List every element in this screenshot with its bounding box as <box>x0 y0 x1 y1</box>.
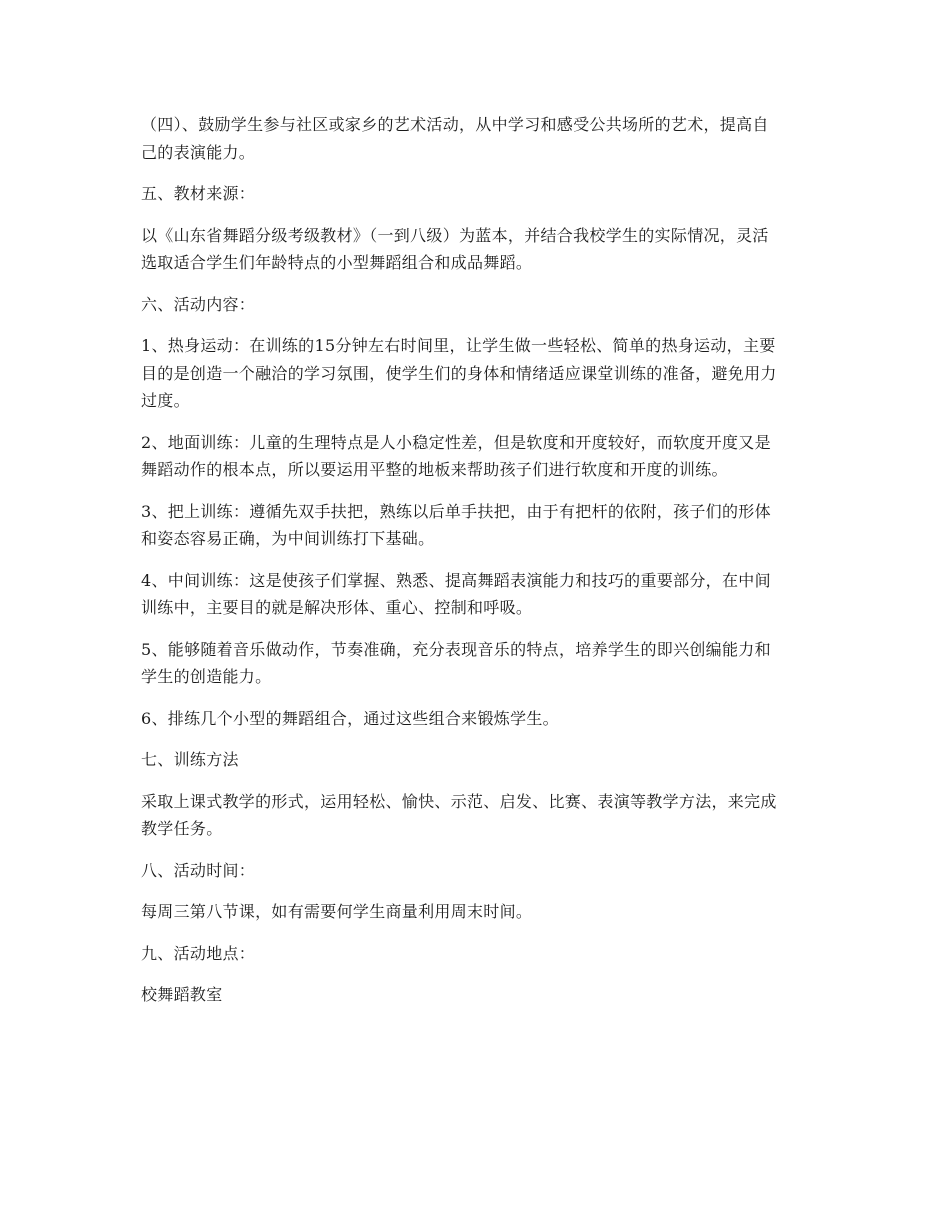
paragraph-music-movement <box>141 636 809 691</box>
text-line: 6、排练几个小型的舞蹈组合，通过这些组合来锻炼学生。 <box>141 708 559 728</box>
text-line: 六、活动内容： <box>141 294 256 314</box>
text-line: 教学任务。 <box>141 819 223 838</box>
text-line: 舞蹈动作的根本点，所以要运用平整的地板来帮助孩子们进行软度和开度的训练。 <box>141 460 728 479</box>
text-line: 3、把上训练：遵循先双手扶把，熟练以后单手扶把，由于有把杆的依附，孩子们的形体 <box>141 501 771 521</box>
text-line: 五、教材来源： <box>141 184 256 203</box>
text-line: 过度。 <box>141 391 190 410</box>
section-heading-activity-content <box>141 291 809 319</box>
text-line: 以《山东省舞蹈分级考级教材》（一到八级）为蓝本，并结合我校学生的实际情况，灵活 <box>141 225 769 245</box>
section-heading-activity-time <box>141 857 809 885</box>
paragraph-activity-location <box>141 981 809 1009</box>
text-line: 每周三第八节课，如有需要何学生商量利用周末时间。 <box>141 902 533 921</box>
paragraph-floor-training <box>141 429 809 484</box>
text-line: 七、训练方法 <box>141 750 239 769</box>
text-line: 采取上课式教学的形式，运用轻松、愉快、示范、启发、比赛、表演等教学方法，来完成 <box>141 791 777 811</box>
document-body <box>141 111 809 1023</box>
text-line: 和姿态容易正确，为中间训练打下基础。 <box>141 529 435 548</box>
paragraph-center-training <box>141 567 809 622</box>
paragraph-rehearsal <box>141 705 809 733</box>
paragraph-barre-training <box>141 498 809 553</box>
section-heading-activity-location <box>141 940 809 968</box>
text-line: 2、地面训练：儿童的生理特点是人小稳定性差，但是软度和开度较好，而软度开度又是 <box>141 432 771 452</box>
text-line: 1、热身运动：在训练的15分钟左右时间里，让学生做一些轻松、简单的热身运动，主要 <box>141 336 776 355</box>
text-line: 校舞蹈教室 <box>141 985 223 1004</box>
text-line: 训练中，主要目的就是解决形体、重心、控制和呼吸。 <box>141 598 533 617</box>
text-line: （四）、鼓励学生参与社区或家乡的艺术活动，从中学习和感受公共场所的艺术，提高自 <box>141 115 769 134</box>
section-heading-training-method <box>141 746 809 774</box>
paragraph-textbook-source <box>141 222 809 277</box>
paragraph-activity-time <box>141 898 809 926</box>
paragraph-encourage-community-art <box>141 111 809 166</box>
text-line: 目的是创造一个融洽的学习氛围，使学生们的身体和情绪适应课堂训练的准备，避免用力 <box>141 363 777 383</box>
text-line: 5、能够随着音乐做动作，节奏准确，充分表现音乐的特点，培养学生的即兴创编能力和 <box>141 639 771 659</box>
paragraph-warmup <box>141 332 809 415</box>
text-line: 己的表演能力。 <box>141 142 256 162</box>
section-heading-textbook-source <box>141 180 809 208</box>
text-line: 九、活动地点： <box>141 943 256 963</box>
text-line: 选取适合学生们年龄特点的小型舞蹈组合和成品舞蹈。 <box>141 253 533 272</box>
text-line: 学生的创造能力。 <box>141 667 272 686</box>
paragraph-training-method <box>141 788 809 843</box>
text-line: 4、中间训练：这是使孩子们掌握、熟悉、提高舞蹈表演能力和技巧的重要部分，在中间 <box>141 570 771 590</box>
text-line: 八、活动时间： <box>141 860 256 880</box>
